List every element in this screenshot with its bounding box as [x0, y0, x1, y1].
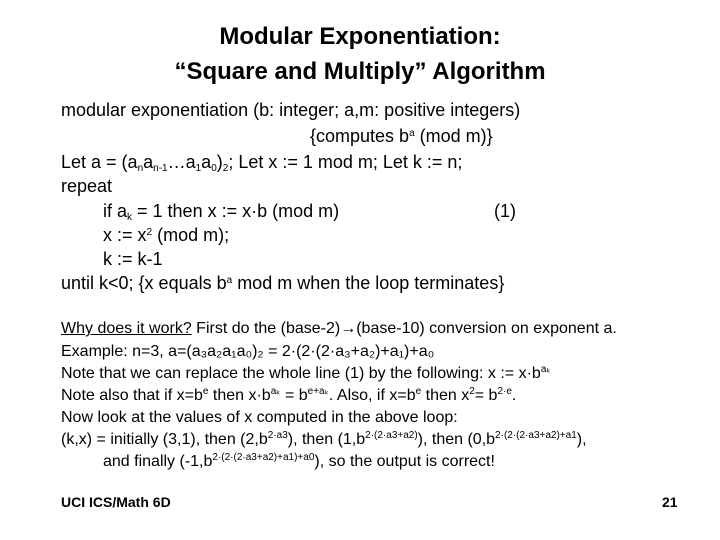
computes-comment: {computes $b^a$ (mod m)}	[310, 126, 493, 146]
until-statement: until k<0; {x equals $b^a$ mod m when the loop terminates}	[61, 273, 505, 293]
slide-title-line2: “Square and Multiply” Algorithm	[174, 58, 546, 85]
kx-values-line: (k,x) = initially (3,1), then $(2,b^{2\cdot a3})$, then $(1,b^{2\cdot(2\cdot a3+a2)})$, then $(0,b^{2\cdot(2\cdot(2\cdot a3+a2)+a1})$,	[61, 430, 587, 448]
note-replace-line: Note that we can replace the whole line (1) by the following: x := $x\cdot b^{a_k}$	[61, 364, 551, 382]
why-line: Why does it work? First do the (base-2)→(base-10) conversion on exponent a.	[61, 320, 617, 337]
footer-page-number: 21	[662, 494, 678, 510]
algorithm-header: modular exponentiation (b: integer; a,m: positive integers)	[61, 100, 521, 120]
why-link[interactable]: Why does it work?	[61, 320, 192, 337]
let-statement: Let $a = (a_na_{n-1}\dots a_1a_0)_2$; Let x := 1 mod m; Let k := n;	[61, 152, 463, 174]
footer-course: UCI ICS/Math 6D	[61, 494, 171, 510]
final-line: and finally $(-1,b^{2\cdot(2\cdot(2\cdot a3+a2)+a1)+a0})$, so the output is correct!	[103, 452, 495, 470]
square-statement: x := $x^2$ (mod m);	[103, 225, 230, 245]
if-statement: if $a_k = 1$ then x := x·b (mod m)	[103, 201, 340, 223]
example-line: Example: n=3, a=(a₃a₂a₁a₀)₂ = 2·(2·(2·a₃+a₂)+a₁)+a₀	[61, 343, 435, 360]
slide-title-line1: Modular Exponentiation:	[219, 23, 501, 50]
line-marker: (1)	[494, 201, 516, 221]
note-also-line: Note also that if $x=b^e$ then $x\cdot b^{a_k} = b^{e+a_k}$. Also, if $x=b^e$ then $x^2= b^{2\cdot e}$.	[61, 386, 517, 404]
now-look-line: Now look at the values of x computed in the above loop:	[61, 409, 458, 426]
decrement-statement: k := k-1	[103, 249, 163, 269]
repeat-keyword: repeat	[61, 176, 113, 196]
